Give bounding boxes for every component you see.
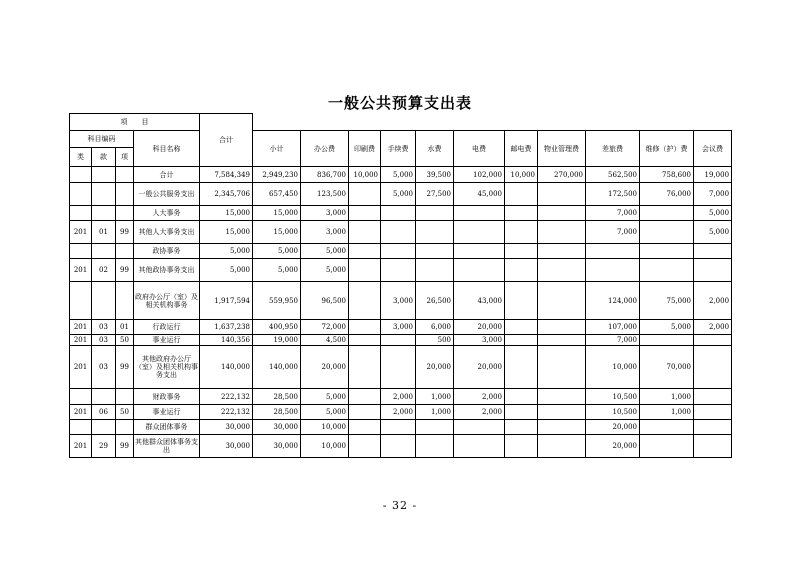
value-cell <box>349 206 381 221</box>
value-cell: 2,000 <box>454 389 505 405</box>
table-row <box>70 389 732 405</box>
table-row <box>70 206 732 221</box>
value-cell <box>586 244 640 259</box>
page-title: 一般公共预算支出表 <box>327 94 472 112</box>
value-cell: 657,450 <box>253 183 301 206</box>
value-cell: 1,000 <box>640 405 694 420</box>
value-cell: 3,000 <box>381 282 416 320</box>
code-xiang-cell <box>116 282 134 320</box>
value-cell <box>694 420 732 435</box>
value-cell: 5,000 <box>301 259 349 282</box>
value-cell: 2,000 <box>454 405 505 420</box>
value-cell <box>454 206 505 221</box>
kuan-header: 款 <box>92 148 116 167</box>
value-cell <box>381 346 416 389</box>
budget-table <box>69 113 732 458</box>
value-cell: 39,500 <box>416 167 454 183</box>
value-cell: 5,000 <box>381 183 416 206</box>
column-header: 邮电费 <box>505 131 538 167</box>
value-cell <box>349 405 381 420</box>
value-cell: 96,500 <box>301 282 349 320</box>
value-cell: 7,000 <box>586 335 640 346</box>
code-xiang-cell <box>116 183 134 206</box>
value-cell <box>454 420 505 435</box>
subject-name-cell: 其他人大事务支出 <box>134 221 200 244</box>
code-xiang-cell <box>116 244 134 259</box>
value-cell: 124,000 <box>586 282 640 320</box>
value-cell <box>640 244 694 259</box>
value-cell: 559,950 <box>253 282 301 320</box>
column-header: 电费 <box>454 131 505 167</box>
value-cell: 758,600 <box>640 167 694 183</box>
value-cell: 140,000 <box>253 346 301 389</box>
code-xiang-cell: 50 <box>116 335 134 346</box>
value-cell <box>505 206 538 221</box>
total-cell: 15,000 <box>200 206 253 221</box>
value-cell <box>381 221 416 244</box>
value-cell: 2,000 <box>381 389 416 405</box>
column-header: 差旅费 <box>586 131 640 167</box>
table-row <box>70 405 732 420</box>
value-cell: 3,000 <box>301 221 349 244</box>
value-cell <box>381 420 416 435</box>
value-cell: 7,000 <box>586 221 640 244</box>
value-cell: 500 <box>416 335 454 346</box>
value-cell: 6,000 <box>416 320 454 335</box>
code-kuan-cell <box>92 167 116 183</box>
value-cell <box>538 346 586 389</box>
value-cell <box>640 435 694 458</box>
header-row <box>70 131 732 148</box>
total-cell: 30,000 <box>200 420 253 435</box>
value-cell: 1,000 <box>416 405 454 420</box>
value-cell: 400,950 <box>253 320 301 335</box>
lei-header: 类 <box>70 148 92 167</box>
value-cell: 1,000 <box>640 389 694 405</box>
total-cell: 7,584,349 <box>200 167 253 183</box>
value-cell <box>538 183 586 206</box>
value-cell <box>349 320 381 335</box>
value-cell: 20,000 <box>454 320 505 335</box>
value-cell <box>694 346 732 389</box>
value-cell <box>538 320 586 335</box>
code-lei-cell: 201 <box>70 335 92 346</box>
code-kuan-cell: 01 <box>92 221 116 244</box>
value-cell: 20,000 <box>416 346 454 389</box>
value-cell: 76,000 <box>640 183 694 206</box>
value-cell <box>349 221 381 244</box>
column-header: 手续费 <box>381 131 416 167</box>
value-cell <box>349 183 381 206</box>
value-cell: 28,500 <box>253 405 301 420</box>
value-cell <box>349 335 381 346</box>
total-cell: 222,132 <box>200 405 253 420</box>
value-cell <box>381 259 416 282</box>
value-cell <box>416 420 454 435</box>
value-cell <box>694 389 732 405</box>
table-row <box>70 183 732 206</box>
value-cell: 2,000 <box>694 282 732 320</box>
value-cell: 27,500 <box>416 183 454 206</box>
value-cell <box>538 435 586 458</box>
subject-name-cell: 其他政协事务支出 <box>134 259 200 282</box>
value-cell <box>381 435 416 458</box>
value-cell: 10,000 <box>301 420 349 435</box>
value-cell <box>454 221 505 244</box>
code-group-header: 科目编码 <box>70 131 134 148</box>
total-cell: 2,345,706 <box>200 183 253 206</box>
subject-name-cell: 行政运行 <box>134 320 200 335</box>
code-lei-cell: 201 <box>70 221 92 244</box>
value-cell: 28,500 <box>253 389 301 405</box>
value-cell <box>538 282 586 320</box>
column-header: 水费 <box>416 131 454 167</box>
value-cell: 3,000 <box>454 335 505 346</box>
subject-name-cell: 人大事务 <box>134 206 200 221</box>
value-cell: 5,000 <box>301 244 349 259</box>
code-xiang-cell: 99 <box>116 259 134 282</box>
code-kuan-cell <box>92 183 116 206</box>
table-row <box>70 335 732 346</box>
value-cell: 1,000 <box>416 389 454 405</box>
value-cell: 5,000 <box>694 221 732 244</box>
value-cell <box>381 206 416 221</box>
table-row <box>70 221 732 244</box>
column-header: 小计 <box>253 131 301 167</box>
value-cell: 562,500 <box>586 167 640 183</box>
page-number: - 32 - <box>382 499 418 512</box>
value-cell: 172,500 <box>586 183 640 206</box>
value-cell <box>538 259 586 282</box>
value-cell: 70,000 <box>640 346 694 389</box>
table-row <box>70 244 732 259</box>
value-cell <box>640 420 694 435</box>
table-row <box>70 167 732 183</box>
value-cell <box>505 183 538 206</box>
subject-name-cell: 其他政府办公厅（室）及相关机构事务支出 <box>134 346 200 389</box>
code-xiang-cell: 99 <box>116 435 134 458</box>
code-lei-cell <box>70 244 92 259</box>
value-cell <box>349 389 381 405</box>
value-cell <box>538 420 586 435</box>
value-cell: 5,000 <box>381 167 416 183</box>
value-cell: 10,500 <box>586 389 640 405</box>
value-cell <box>586 259 640 282</box>
code-kuan-cell: 29 <box>92 435 116 458</box>
value-cell <box>640 206 694 221</box>
column-header: 会议费 <box>694 131 732 167</box>
project-header: 项 目 <box>70 114 200 131</box>
value-cell <box>505 435 538 458</box>
table-row <box>70 320 732 335</box>
value-cell <box>505 221 538 244</box>
value-cell: 102,000 <box>454 167 505 183</box>
total-cell: 140,356 <box>200 335 253 346</box>
value-cell <box>640 259 694 282</box>
code-kuan-cell <box>92 389 116 405</box>
column-header: 办公费 <box>301 131 349 167</box>
value-cell: 43,000 <box>454 282 505 320</box>
value-cell <box>505 282 538 320</box>
value-cell: 15,000 <box>253 221 301 244</box>
value-cell <box>538 405 586 420</box>
value-cell <box>349 244 381 259</box>
code-xiang-cell: 99 <box>116 346 134 389</box>
total-cell: 222,132 <box>200 389 253 405</box>
subject-name-cell: 合计 <box>134 167 200 183</box>
value-cell <box>505 420 538 435</box>
total-cell: 1,917,594 <box>200 282 253 320</box>
value-cell: 5,000 <box>253 244 301 259</box>
code-xiang-cell <box>116 167 134 183</box>
value-cell <box>454 244 505 259</box>
subject-name-header: 科目名称 <box>134 131 200 167</box>
value-cell: 10,500 <box>586 405 640 420</box>
value-cell <box>694 435 732 458</box>
value-cell: 5,000 <box>301 405 349 420</box>
code-kuan-cell: 03 <box>92 320 116 335</box>
code-kuan-cell: 03 <box>92 335 116 346</box>
value-cell: 3,000 <box>301 206 349 221</box>
value-cell <box>694 405 732 420</box>
total-cell: 15,000 <box>200 221 253 244</box>
total-cell: 5,000 <box>200 244 253 259</box>
code-kuan-cell <box>92 420 116 435</box>
subject-name-cell: 财政事务 <box>134 389 200 405</box>
total-cell: 140,000 <box>200 346 253 389</box>
value-cell <box>694 259 732 282</box>
value-cell <box>454 435 505 458</box>
code-xiang-cell: 50 <box>116 405 134 420</box>
value-cell: 2,000 <box>381 405 416 420</box>
value-cell <box>538 206 586 221</box>
value-cell: 4,500 <box>301 335 349 346</box>
value-cell <box>381 335 416 346</box>
header-blank <box>253 114 732 131</box>
value-cell: 10,000 <box>301 435 349 458</box>
table-row <box>70 259 732 282</box>
value-cell: 10,000 <box>586 346 640 389</box>
code-kuan-cell: 03 <box>92 346 116 389</box>
value-cell <box>505 335 538 346</box>
value-cell: 7,000 <box>694 183 732 206</box>
code-kuan-cell: 02 <box>92 259 116 282</box>
code-xiang-cell: 99 <box>116 221 134 244</box>
table-row <box>70 435 732 458</box>
table-row <box>70 282 732 320</box>
value-cell <box>349 435 381 458</box>
code-lei-cell: 201 <box>70 435 92 458</box>
value-cell <box>694 244 732 259</box>
value-cell: 2,949,230 <box>253 167 301 183</box>
value-cell: 270,000 <box>538 167 586 183</box>
subject-name-cell: 其他群众团体事务支出 <box>134 435 200 458</box>
value-cell: 20,000 <box>586 420 640 435</box>
subject-name-cell: 一般公共服务支出 <box>134 183 200 206</box>
value-cell: 5,000 <box>640 320 694 335</box>
header-row <box>70 114 732 131</box>
value-cell: 10,000 <box>505 167 538 183</box>
code-kuan-cell: 06 <box>92 405 116 420</box>
code-xiang-cell <box>116 389 134 405</box>
value-cell <box>538 389 586 405</box>
value-cell: 26,500 <box>416 282 454 320</box>
code-lei-cell: 201 <box>70 320 92 335</box>
code-xiang-cell: 01 <box>116 320 134 335</box>
value-cell <box>416 221 454 244</box>
value-cell <box>505 389 538 405</box>
code-xiang-cell <box>116 420 134 435</box>
code-lei-cell <box>70 420 92 435</box>
value-cell: 30,000 <box>253 435 301 458</box>
value-cell <box>454 259 505 282</box>
value-cell: 3,000 <box>381 320 416 335</box>
code-kuan-cell <box>92 282 116 320</box>
value-cell: 15,000 <box>253 206 301 221</box>
column-header: 维修（护）费 <box>640 131 694 167</box>
value-cell: 5,000 <box>694 206 732 221</box>
value-cell <box>349 420 381 435</box>
table-row <box>70 420 732 435</box>
code-kuan-cell <box>92 206 116 221</box>
value-cell: 19,000 <box>694 167 732 183</box>
value-cell <box>416 244 454 259</box>
value-cell: 107,000 <box>586 320 640 335</box>
value-cell: 2,000 <box>694 320 732 335</box>
code-lei-cell: 201 <box>70 405 92 420</box>
column-header: 物业管理费 <box>538 131 586 167</box>
value-cell <box>640 221 694 244</box>
total-cell: 30,000 <box>200 435 253 458</box>
value-cell: 5,000 <box>301 389 349 405</box>
total-cell: 5,000 <box>200 259 253 282</box>
value-cell <box>640 335 694 346</box>
value-cell: 123,500 <box>301 183 349 206</box>
value-cell: 5,000 <box>253 259 301 282</box>
code-xiang-cell <box>116 206 134 221</box>
total-cell: 1,637,238 <box>200 320 253 335</box>
value-cell <box>538 221 586 244</box>
table-row <box>70 346 732 389</box>
code-lei-cell <box>70 389 92 405</box>
value-cell: 75,000 <box>640 282 694 320</box>
value-cell <box>505 259 538 282</box>
subject-name-cell: 政府办公厅（室）及相关机构事务 <box>134 282 200 320</box>
value-cell: 20,000 <box>301 346 349 389</box>
subject-name-cell: 政协事务 <box>134 244 200 259</box>
value-cell <box>505 320 538 335</box>
value-cell <box>416 435 454 458</box>
value-cell: 7,000 <box>586 206 640 221</box>
value-cell: 19,000 <box>253 335 301 346</box>
column-header: 印刷费 <box>349 131 381 167</box>
subject-name-cell: 事业运行 <box>134 405 200 420</box>
value-cell <box>505 346 538 389</box>
value-cell <box>349 346 381 389</box>
value-cell: 72,000 <box>301 320 349 335</box>
xiang-header: 项 <box>116 148 134 167</box>
code-lei-cell <box>70 206 92 221</box>
value-cell: 20,000 <box>586 435 640 458</box>
value-cell <box>349 282 381 320</box>
value-cell <box>505 405 538 420</box>
value-cell <box>349 259 381 282</box>
code-lei-cell <box>70 282 92 320</box>
code-lei-cell <box>70 167 92 183</box>
subject-name-cell: 群众团体事务 <box>134 420 200 435</box>
total-header: 合计 <box>200 114 253 167</box>
value-cell <box>694 335 732 346</box>
value-cell: 30,000 <box>253 420 301 435</box>
code-kuan-cell <box>92 244 116 259</box>
value-cell: 45,000 <box>454 183 505 206</box>
value-cell <box>416 259 454 282</box>
value-cell: 20,000 <box>454 346 505 389</box>
value-cell <box>416 206 454 221</box>
value-cell <box>538 335 586 346</box>
value-cell <box>505 244 538 259</box>
subject-name-cell: 事业运行 <box>134 335 200 346</box>
code-lei-cell: 201 <box>70 346 92 389</box>
value-cell: 10,000 <box>349 167 381 183</box>
value-cell <box>538 244 586 259</box>
code-lei-cell <box>70 183 92 206</box>
value-cell <box>381 244 416 259</box>
value-cell: 836,700 <box>301 167 349 183</box>
code-lei-cell: 201 <box>70 259 92 282</box>
